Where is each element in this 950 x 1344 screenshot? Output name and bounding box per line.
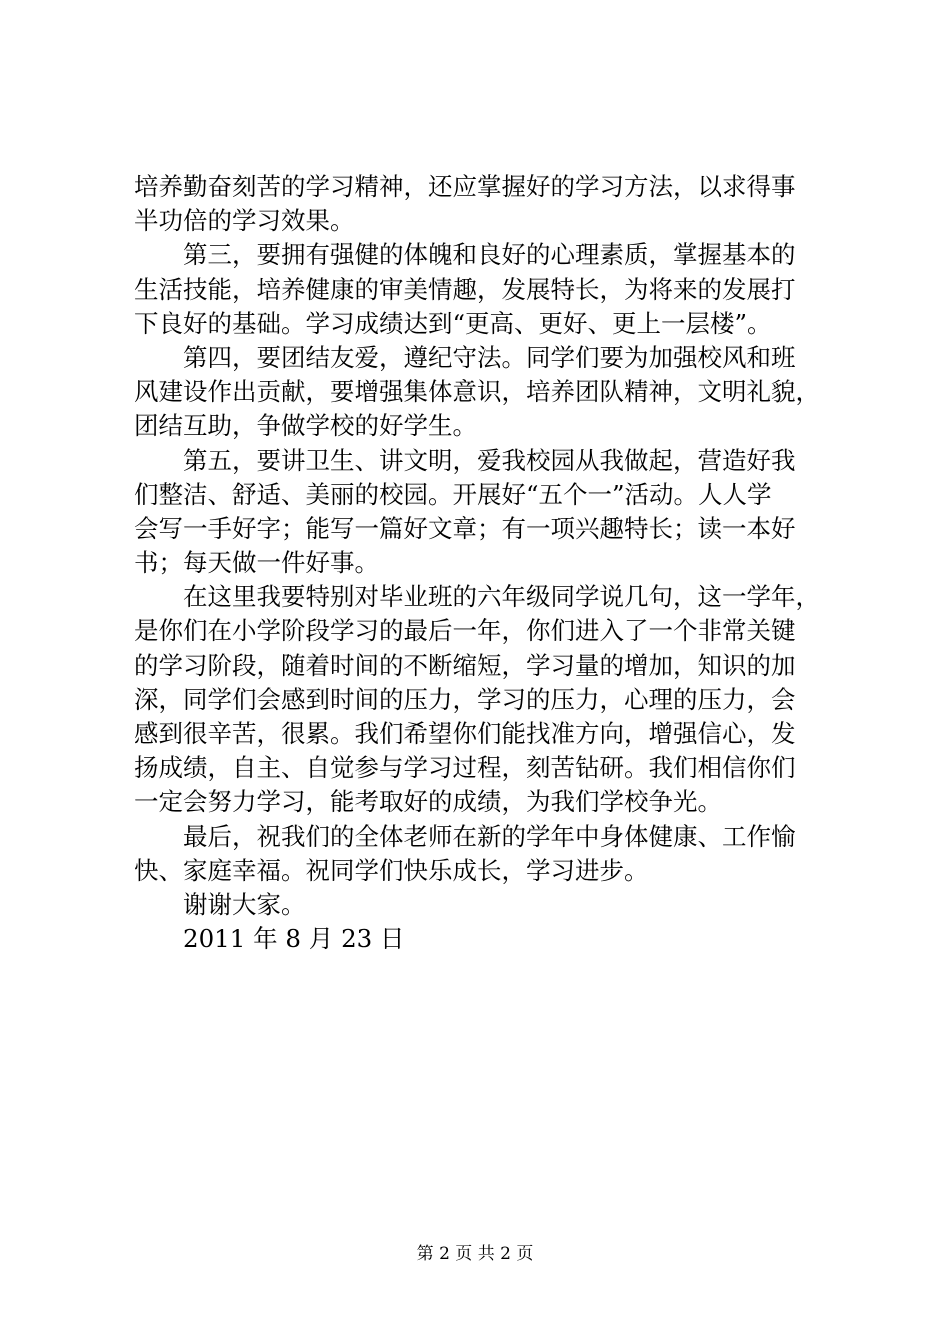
text-line: 扬成绩，自主、自觉参与学习过程，刻苦钻研。我们相信你们	[134, 753, 796, 783]
text-line: 下良好的基础。学习成绩达到“更高、更好、更上一层楼”。	[134, 308, 772, 338]
text-line: 快、家庭幸福。祝同学们快乐成长，学习进步。	[134, 855, 649, 885]
page-number-label: 第 2 页 共 2 页	[416, 1244, 534, 1264]
page-footer	[0, 1243, 950, 1265]
text-line: 感到很辛苦，很累。我们希望你们能找准方向，增强信心，发	[134, 719, 796, 748]
text-line: 的学习阶段，随着时间的不断缩短，学习量的增加，知识的加	[134, 650, 796, 680]
text-line: 风建设作出贡献，要增强集体意识，培养团队精神，文明礼貌，	[134, 377, 820, 407]
text-line: 半功倍的学习效果。	[134, 206, 355, 236]
text-line: 会写一手好字；能写一篇好文章；有一项兴趣特长；读一本好	[134, 513, 796, 543]
text-line: 第五，要讲卫生、讲文明，爱我校园从我做起，营造好我	[183, 445, 796, 475]
text-line: 生活技能，培养健康的审美情趣，发展特长，为将来的发展打	[134, 274, 796, 304]
text-line: 一定会努力学习，能考取好的成绩，为我们学校争光。	[134, 787, 722, 817]
closing-thanks: 谢谢大家。	[183, 889, 306, 919]
text-line: 在这里我要特别对毕业班的六年级同学说几句，这一学年，	[183, 582, 820, 612]
document-body	[134, 170, 824, 956]
text-line: 书；每天做一件好事。	[134, 548, 379, 578]
text-line: 培养勤奋刻苦的学习精神，还应掌握好的学习方法，以求得事	[134, 172, 796, 201]
text-line: 团结互助，争做学校的好学生。	[134, 411, 477, 441]
text-line: 最后，祝我们的全体老师在新的学年中身体健康、工作愉	[183, 821, 796, 851]
text-line: 深，同学们会感到时间的压力，学习的压力，心理的压力，会	[134, 684, 796, 714]
text-line: 第三，要拥有强健的体魄和良好的心理素质，掌握基本的	[183, 240, 796, 270]
text-line: 是你们在小学阶段学习的最后一年，你们进入了一个非常关键	[134, 616, 796, 646]
text-line: 们整洁、舒适、美丽的校园。开展好“五个一”活动。人人学	[134, 479, 772, 509]
document-date: 2011 年 8 月 23 日	[183, 924, 405, 954]
text-line: 第四，要团结友爱，遵纪守法。同学们要为加强校风和班	[183, 342, 796, 372]
